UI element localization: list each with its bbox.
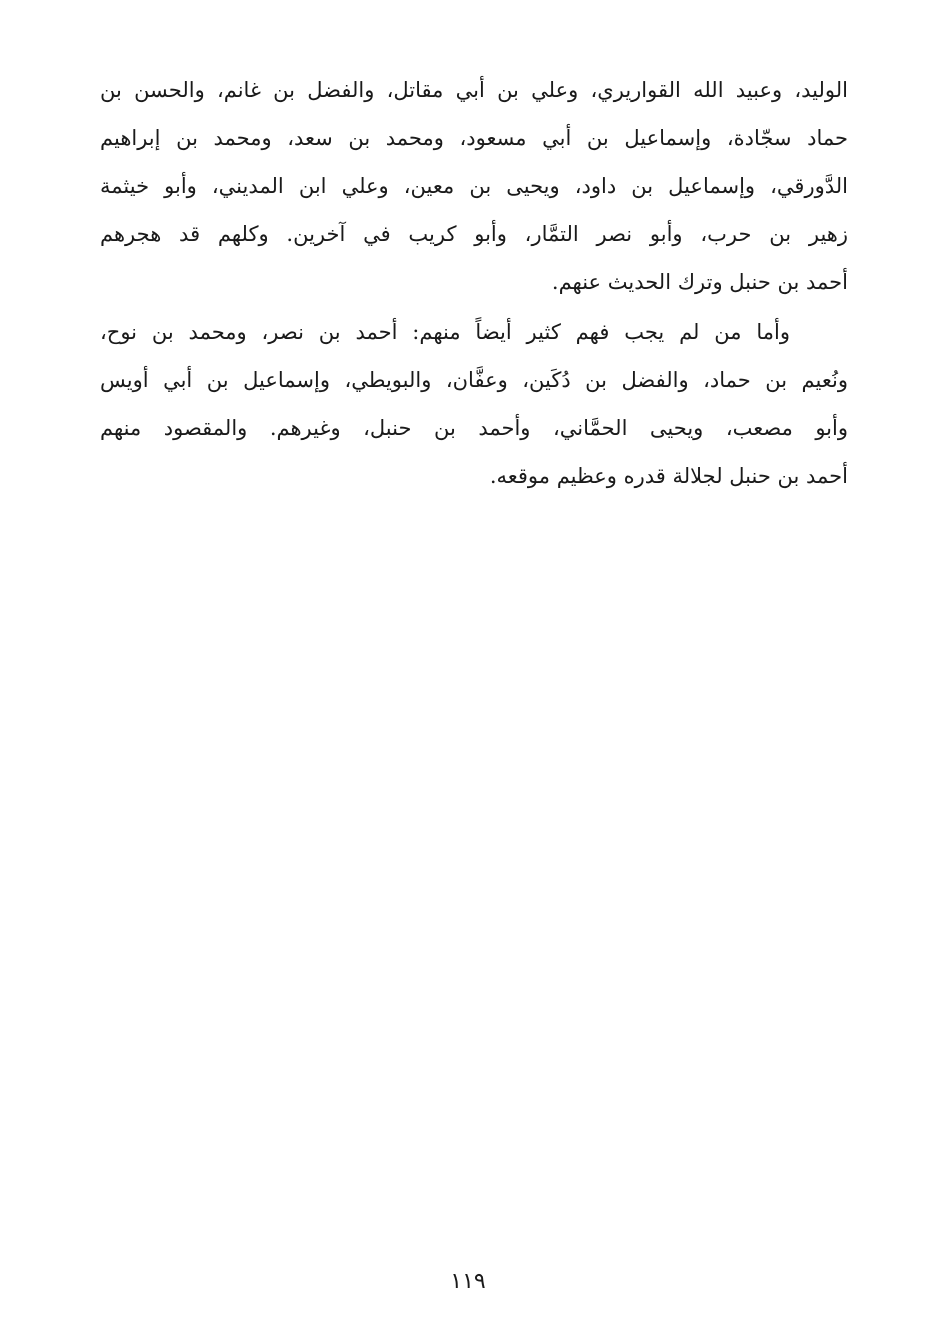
paragraph-2 <box>100 308 848 500</box>
text-line: وأبو مصعب، ويحيى الحمَّاني، وأحمد بن حنبل، وغيرهم. والمقصود منهم <box>100 416 848 440</box>
text-line: حماد سجّادة، وإسماعيل بن أبي مسعود، ومحمد بن سعد، ومحمد بن إبراهيم <box>100 126 848 150</box>
text-line: أحمد بن حنبل وترك الحديث عنهم. <box>551 270 848 294</box>
text-line: زهير بن حرب، وأبو نصر التمَّار، وأبو كريب في آخرين. وكلهم قد هجرهم <box>100 222 848 246</box>
text-line: وأما من لم يجب فهم كثير أيضاً منهم: أحمد بن نصر، ومحمد بن نوح، <box>100 320 790 344</box>
text-line: ونُعيم بن حماد، والفضل بن دُكَين، وعفَّان، والبويطي، وإسماعيل بن أبي أويس <box>100 368 848 392</box>
body-text <box>100 66 848 500</box>
text-line: الوليد، وعبيد الله القواريري، وعلي بن أبي مقاتل، والفضل بن غانم، والحسن بن <box>100 78 848 102</box>
paragraph-1 <box>100 66 848 306</box>
page-number: ١١٩ <box>450 1269 486 1294</box>
text-line: الدَّورقي، وإسماعيل بن داود، ويحيى بن معين، وعلي ابن المديني، وأبو خيثمة <box>100 174 848 198</box>
text-line: أحمد بن حنبل لجلالة قدره وعظيم موقعه. <box>489 464 848 488</box>
